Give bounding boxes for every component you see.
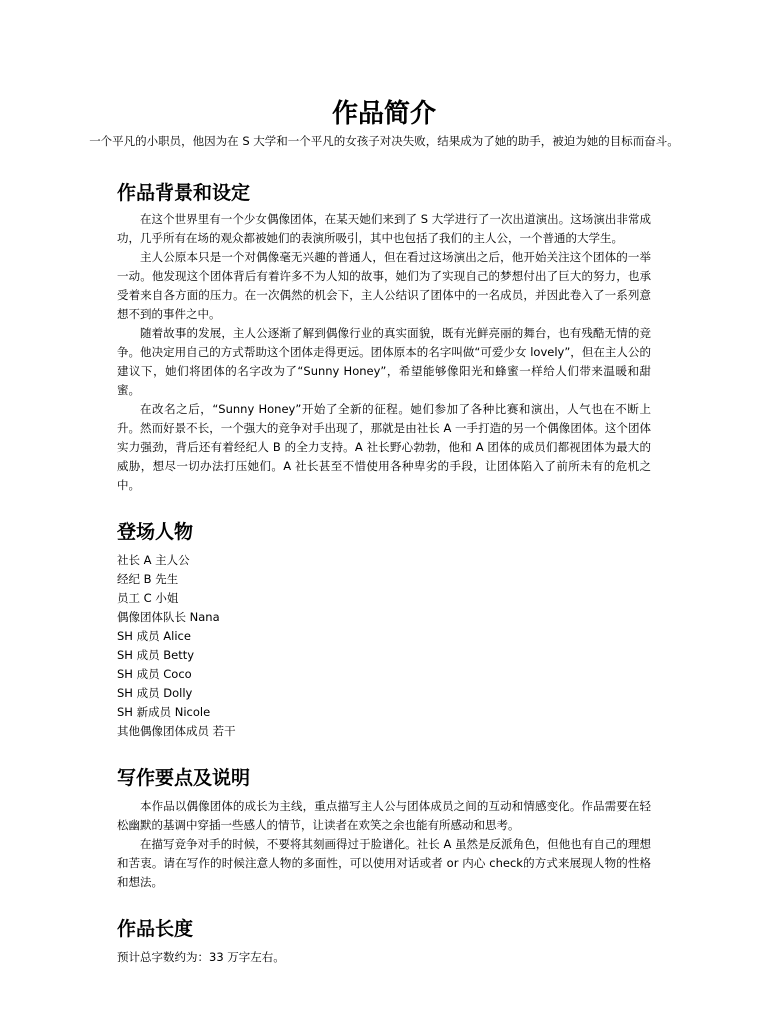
character-item: 经纪 B 先生 bbox=[117, 572, 179, 586]
document-title: 作品简介 bbox=[331, 99, 436, 129]
notes-paragraph-2: 在描写竞争对手的时候，不要将其刻画得过于脸谱化。社长 A 虽然是反派角色，但他也有自己的理想和苦衷。请在写作的时候注意人物的多面性，可以使用对话或者 or 内心 check的方式来展现人物的性格和想法。 bbox=[117, 837, 651, 889]
character-item: SH 成员 Dolly bbox=[117, 686, 193, 700]
background-paragraph-1: 在这个世界里有一个少女偶像团体，在某天她们来到了 S 大学进行了一次出道演出。这场演出非常成功，几乎所有在场的观众都被她们的表演所吸引，其中也包括了我们的主人公，一个普通的大学生。 bbox=[117, 212, 651, 245]
character-list bbox=[117, 551, 651, 741]
section-length bbox=[117, 916, 651, 967]
section-background bbox=[117, 180, 651, 495]
section-heading-length: 作品长度 bbox=[117, 918, 194, 940]
character-item: 偶像团体队长 Nana bbox=[117, 610, 220, 624]
section-heading-background: 作品背景和设定 bbox=[117, 182, 251, 204]
background-paragraph-3: 随着故事的发展，主人公逐渐了解到偶像行业的真实面貌，既有光鲜亮丽的舞台，也有残酷无情的竞争。他决定用自己的方式帮助这个团体走得更远。团体原本的名字叫做“可爱少女 lovely”，但在主人公的建议下，她们将团体的名字改为了“Sunny Honey”，希望能够像阳光和蜂蜜一样给人们带来温暖和甜蜜。 bbox=[117, 326, 651, 397]
character-item: SH 成员 Alice bbox=[117, 629, 191, 643]
character-item: SH 成员 Betty bbox=[117, 648, 195, 662]
character-item: 员工 C 小姐 bbox=[117, 591, 179, 605]
section-heading-notes: 写作要点及说明 bbox=[117, 767, 251, 789]
document-subtitle: 一个平凡的小职员，他因为在 S 大学和一个平凡的女孩子对决失败，结果成为了她的助手，被迫为她的目标而奋斗。 bbox=[89, 134, 679, 148]
notes-paragraph-1: 本作品以偶像团体的成长为主线，重点描写主人公与团体成员之间的互动和情感变化。作品需要在轻松幽默的基调中穿插一些感人的情节，让读者在欢笑之余也能有所感动和思考。 bbox=[117, 799, 651, 832]
length-text: 预计总字数约为：33 万字左右。 bbox=[117, 950, 285, 964]
section-characters bbox=[117, 519, 651, 741]
document-page bbox=[89, 96, 679, 967]
character-item: 社长 A 主人公 bbox=[117, 553, 190, 567]
background-paragraph-2: 主人公原本只是一个对偶像毫无兴趣的普通人，但在看过这场演出之后，他开始关注这个团体的一举一动。他发现这个团体背后有着许多不为人知的故事，她们为了实现自己的梦想付出了巨大的努力，也承受着来自各方面的压力。在一次偶然的机会下，主人公结识了团体中的一名成员，并因此卷入了一系列意想不到的事件之中。 bbox=[117, 250, 651, 321]
character-item: SH 新成员 Nicole bbox=[117, 705, 211, 719]
character-item: 其他偶像团体成员 若干 bbox=[117, 724, 236, 738]
section-heading-characters: 登场人物 bbox=[117, 521, 194, 543]
character-item: SH 成员 Coco bbox=[117, 667, 192, 681]
section-notes bbox=[117, 765, 651, 892]
background-paragraph-4: 在改名之后，“Sunny Honey”开始了全新的征程。她们参加了各种比赛和演出，人气也在不断上升。然而好景不长，一个强大的竞争对手出现了，那就是由社长 A 一手打造的另一个偶像团体。这个团体实力强劲，背后还有着经纪人 B 的全力支持。A 社长野心勃勃，他和 A 团体的成员们都视团体为最大的威胁，想尽一切办法打压她们。A 社长甚至不惜使用各种卑劣的手段，让团体陷入了前所未有的危机之中。 bbox=[117, 402, 651, 492]
